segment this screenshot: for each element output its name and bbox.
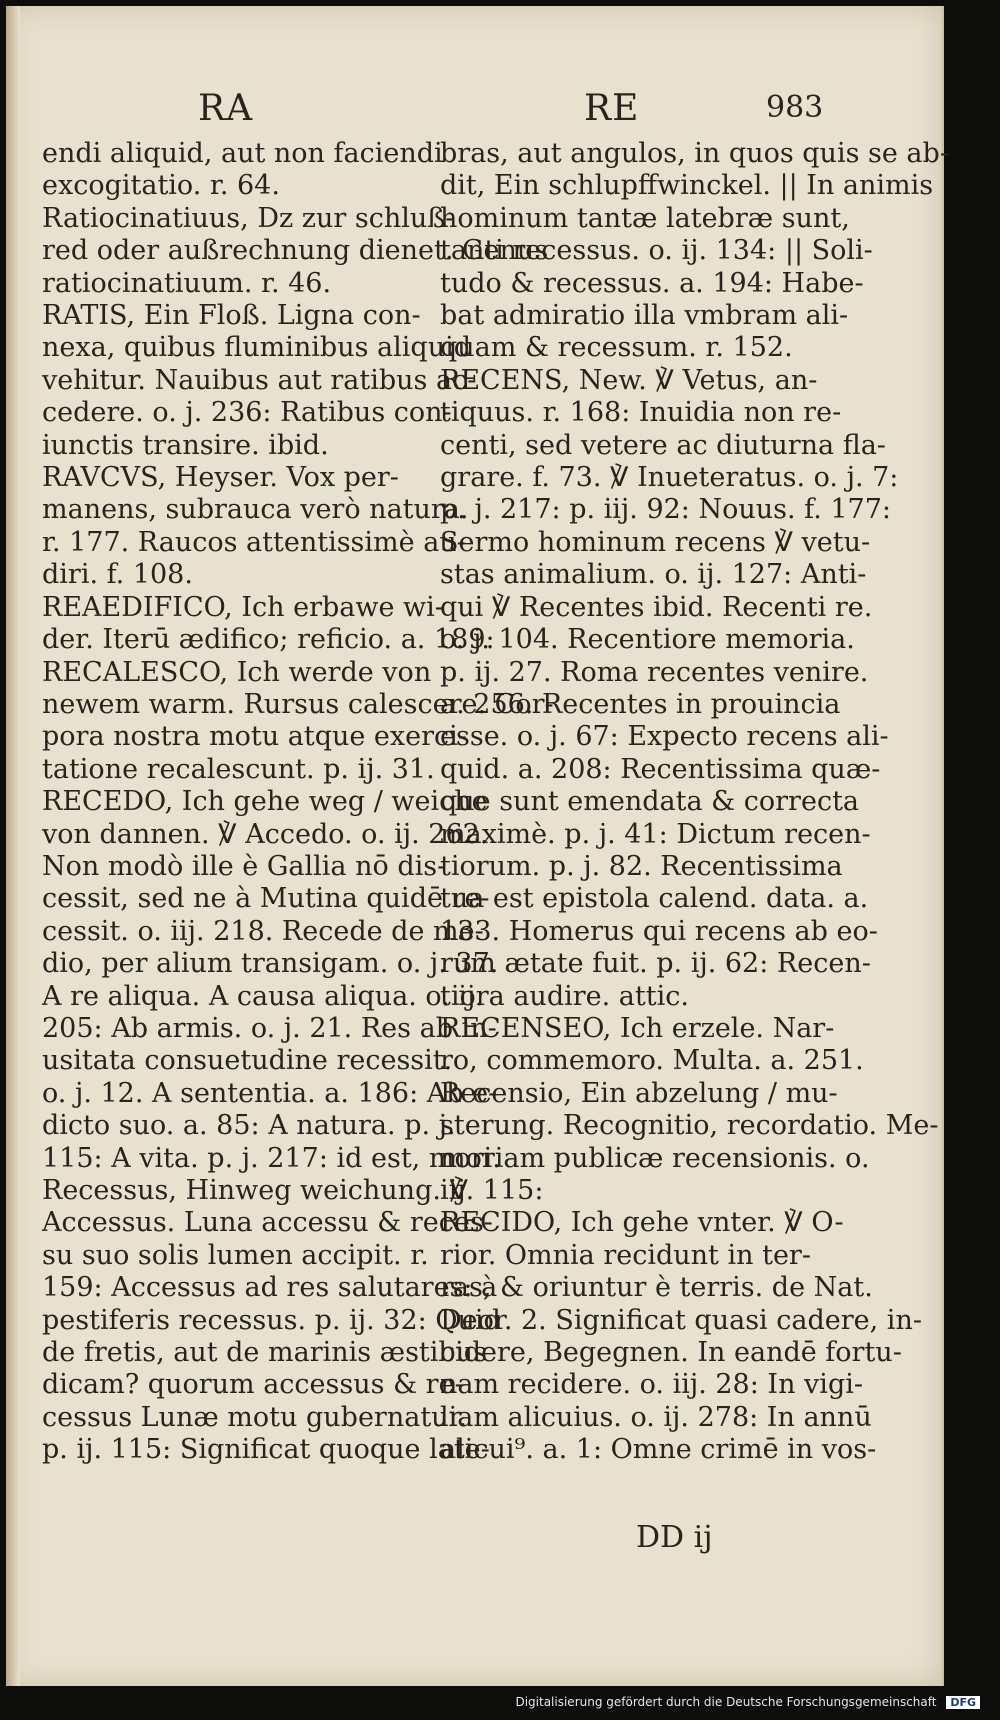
text-line: cidere, Begegnen. In eandē fortu-	[440, 1337, 902, 1369]
text-line: dit, Ein schlupffwinckel. || In animis	[440, 170, 934, 202]
text-line: ro, commemoro. Multa. a. 251.	[440, 1045, 864, 1077]
text-line: newem warm. Rursus calescere. Cor-	[42, 688, 554, 720]
text-line: pora nostra motu atque exerci-	[42, 721, 467, 753]
text-line: o. j. 12. A sententia. a. 186: Ab e-	[42, 1077, 498, 1109]
running-head-right: RE	[584, 88, 640, 129]
text-line: alicui⁹. a. 1: Omne crimē in vos-	[440, 1434, 877, 1466]
right-column	[440, 138, 949, 1467]
text-line: moriam publicæ recensionis. o.	[440, 1142, 870, 1174]
text-line: cessit, sed ne à Mutina quidē re-	[42, 883, 490, 915]
text-line: cessus Lunæ motu gubernatur.	[42, 1401, 468, 1433]
text-line: r. 177. Raucos attentissimè au-	[42, 526, 466, 558]
text-line: stas animalium. o. ij. 127: Anti-	[440, 559, 867, 591]
text-line: dicto suo. a. 85: A natura. p. j.	[42, 1110, 456, 1142]
text-line: bras, aut angulos, in quos quis se ab-	[440, 138, 949, 169]
text-line: maximè. p. j. 41: Dictum recen-	[440, 818, 871, 850]
text-line: tiora audire. attic.	[440, 980, 689, 1012]
page-number: 983	[766, 90, 824, 125]
text-line: p. ij. 27. Roma recentes venire.	[440, 656, 869, 688]
text-line: red oder außrechnung dienet. Genus	[42, 235, 549, 267]
running-head-left: RA	[198, 88, 254, 129]
text-line: Accessus. Luna accessu & reces-	[42, 1207, 493, 1239]
text-line: endi aliquid, aut non faciendi	[42, 138, 443, 169]
text-line: qui ℣ Recentes ibid. Recenti re.	[440, 591, 873, 623]
text-line: RECIDO, Ich gehe vnter. ℣ O-	[440, 1207, 844, 1239]
text-line: ratiocinatiuum. r. 46.	[42, 267, 332, 299]
text-line: RATIS, Ein Floß. Ligna con-	[42, 300, 421, 332]
text-line: RAVCVS, Heyser. Vox per-	[42, 462, 399, 494]
text-line: RECEDO, Ich gehe weg / weiche	[42, 786, 488, 818]
text-line: iij. 115:	[440, 1175, 544, 1206]
text-line: A re aliqua. A causa aliqua. o. ij.	[42, 980, 484, 1012]
text-line: nexa, quibus fluminibus aliquid	[42, 332, 472, 364]
credit-text: Digitalisierung gefördert durch die Deutsche Forschungsgemeinschaft	[515, 1695, 937, 1709]
text-line: manens, subrauca verò natura.	[42, 494, 469, 526]
text-line: a. 256. Recentes in prouincia	[440, 688, 841, 720]
text-line: 205: Ab armis. o. j. 21. Res ab in-	[42, 1012, 497, 1044]
text-line: pestiferis recessus. p. ij. 32: Quid	[42, 1304, 501, 1336]
text-line: tua est epistola calend. data. a.	[440, 883, 869, 915]
text-line: der. Iterū ædifico; reficio. a. 189:	[42, 624, 495, 656]
signature-mark: DD ij	[636, 1520, 713, 1555]
text-line: 115: A vita. p. j. 217: id est, mori.	[42, 1142, 501, 1174]
text-line: Non modò ille è Gallia nō dis-	[42, 850, 447, 882]
text-line: tanti recessus. o. ij. 134: || Soli-	[440, 235, 873, 267]
text-line: von dannen. ℣ Accedo. o. ij. 262.	[42, 818, 489, 850]
text-line: p. ij. 115: Significat quoque late-	[42, 1434, 490, 1466]
text-line: Deor. 2. Significat quasi cadere, in-	[440, 1304, 922, 1336]
text-line: 133. Homerus qui recens ab eo-	[440, 915, 878, 947]
text-line: dicam? quorum accessus & re-	[42, 1369, 464, 1401]
text-line: o. j. 104. Recentiore memoria.	[440, 624, 855, 656]
text-line: quam & recessum. r. 152.	[440, 332, 793, 364]
text-line: nam recidere. o. iij. 28: In vigi-	[440, 1369, 863, 1401]
text-line: RECALESCO, Ich werde von	[42, 656, 432, 688]
text-line: ras, & oriuntur è terris. de Nat.	[440, 1272, 873, 1304]
text-line: sterung. Recognitio, recordatio. Me-	[440, 1110, 939, 1142]
text-line: iunctis transire. ibid.	[42, 429, 329, 461]
text-line: vehitur. Nauibus aut ratibus ac-	[42, 364, 477, 396]
text-line: dio, per alium transigam. o. j. 37.	[42, 948, 499, 980]
text-line: tudo & recessus. a. 194: Habe-	[440, 267, 864, 299]
text-line: Recensio, Ein abzelung / mu-	[440, 1077, 838, 1109]
text-line: que sunt emendata & correcta	[440, 786, 860, 818]
text-line: Ratiocinatiuus, Dz zur schluß-	[42, 202, 455, 234]
text-line: liam alicuius. o. ij. 278: In annū	[440, 1401, 872, 1433]
text-line: usitata consuetudine recessit.	[42, 1045, 453, 1077]
text-line: bat admiratio illa vmbram ali-	[440, 300, 849, 332]
text-line: tiorum. p. j. 82. Recentissima	[440, 850, 843, 882]
text-line: REAEDIFICO, Ich erbawe wi-	[42, 591, 444, 623]
text-line: Sermo hominum recens ℣ vetu-	[440, 526, 871, 558]
text-line: hominum tantæ latebræ sunt,	[440, 202, 850, 234]
text-line: quid. a. 208: Recentissima quæ-	[440, 753, 881, 785]
text-line: p. j. 217: p. iij. 92: Nouus. f. 177:	[440, 494, 891, 526]
text-line: Recessus, Hinweg weichung. ℣	[42, 1175, 468, 1206]
text-line: excogitatio. r. 64.	[42, 170, 280, 202]
dfg-logo: DFG	[946, 1696, 980, 1709]
text-line: centi, sed vetere ac diuturna fla-	[440, 429, 886, 461]
text-line: tatione recalescunt. p. ij. 31.	[42, 753, 435, 785]
text-line: cessit. o. iij. 218. Recede de me-	[42, 915, 484, 947]
text-line: RECENSEO, Ich erzele. Nar-	[440, 1012, 835, 1044]
text-line: tiquus. r. 168: Inuidia non re-	[440, 397, 842, 429]
text-line: cedere. o. j. 236: Ratibus con-	[42, 397, 452, 429]
text-line: diri. f. 108.	[42, 559, 193, 591]
text-line: esse. o. j. 67: Expecto recens ali-	[440, 721, 889, 753]
digitization-credit	[515, 1695, 980, 1709]
page-gutter-shadow	[6, 6, 20, 1686]
text-line: rior. Omnia recidunt in ter-	[440, 1239, 811, 1271]
text-line: rum ætate fuit. p. ij. 62: Recen-	[440, 948, 871, 980]
text-line: RECENS, New. ℣ Vetus, an-	[440, 364, 818, 396]
text-line: de fretis, aut de marinis æstibus	[42, 1337, 487, 1369]
text-line: su suo solis lumen accipit. r.	[42, 1239, 429, 1271]
text-line: 159: Accessus ad res salutares: à	[42, 1272, 498, 1304]
text-line: grare. f. 73. ℣ Inueteratus. o. j. 7:	[440, 462, 899, 494]
